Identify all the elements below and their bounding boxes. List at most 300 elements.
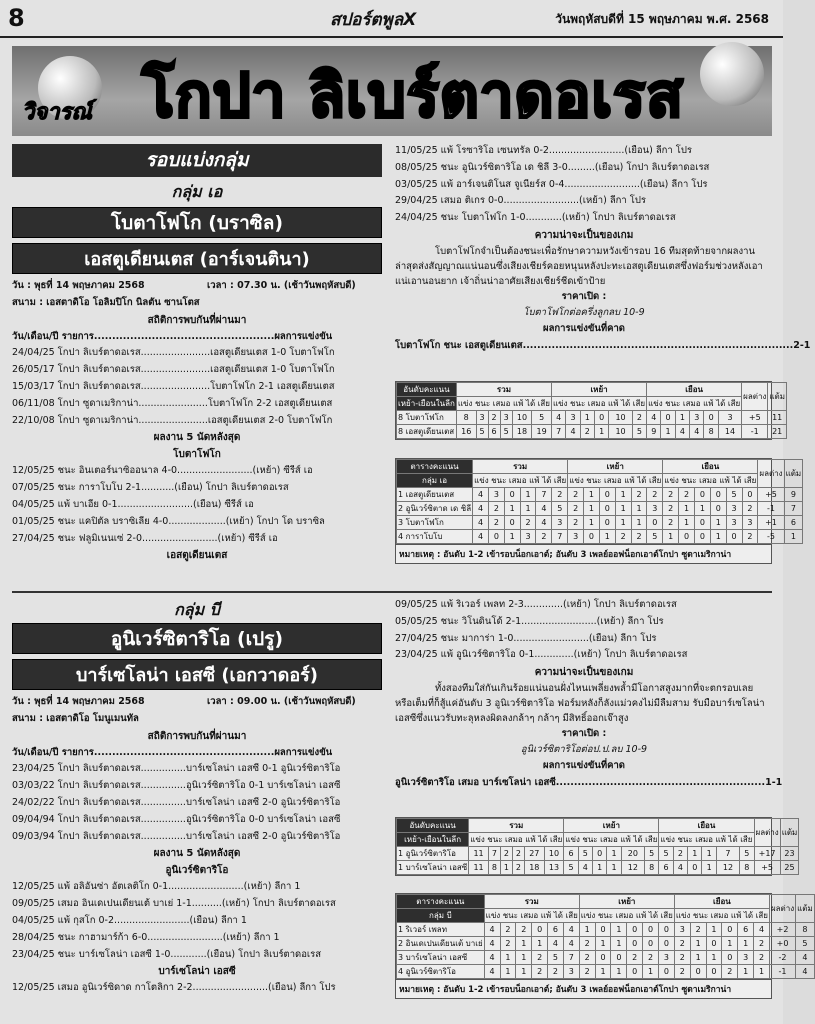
cell: 6: [564, 847, 578, 861]
cell: 0: [584, 530, 600, 544]
cell: 5: [632, 425, 646, 439]
cell: 1: [675, 411, 689, 425]
cell: 20: [621, 847, 644, 861]
cell: 4: [548, 937, 564, 951]
table-row: [397, 425, 787, 439]
cell: 5: [476, 425, 488, 439]
team-cell: 4 อูนิเวร์ซิตาริโอ: [397, 965, 485, 979]
cell: 0: [688, 861, 702, 875]
cell: 0: [599, 502, 615, 516]
table-row: [397, 847, 799, 861]
form-row: 09/05/25 แพ้ ริเวอร์ เพลท 2-3.............(เหย้า) โกปา ลิเบร์ตาดอเรส: [395, 599, 677, 610]
cell: 9: [647, 425, 661, 439]
form-row: 11/05/25 แพ้ โรซาริโอ เซนทรัล 0-2.........................(เยือน) ลีกา โปร: [395, 145, 693, 156]
form-row: 29/04/25 เสมอ ติเกร 0-0.........................(เหย้า) ลีกา โปร: [395, 195, 647, 207]
cell: 3: [726, 516, 742, 530]
team-cell: 2 อินเดเปนเดียนเต้ บาเย่: [397, 937, 485, 951]
stat-columns: แข่ง ชนะ เสมอ แพ้ ได้ เสีย: [663, 474, 758, 488]
stat-columns: แข่ง ชนะ เสมอ แพ้ ได้ เสีย: [551, 397, 646, 411]
cell: 2: [568, 516, 584, 530]
cell: 1: [710, 516, 726, 530]
cell: 2: [615, 530, 631, 544]
cell: 2: [500, 937, 516, 951]
team2-form-title: บาร์เซโลน่า เอสซี: [158, 966, 236, 978]
cell: 7: [488, 847, 500, 861]
h2h-row: 09/03/94 โกปา ลิเบร์ตาดอเรส...............บาร์เซโลน่า เอสซี 2-0 อูนิเวร์ซิตาริโอ: [12, 830, 341, 842]
team-cell: 4 การาโบโบ: [397, 530, 473, 544]
cell: 16: [456, 425, 476, 439]
cell: 2: [674, 937, 690, 951]
cell: 4: [578, 861, 592, 875]
cell: 1: [595, 965, 611, 979]
cell: 7: [551, 425, 565, 439]
table-row: [397, 965, 815, 979]
away-team-title: บาร์เซโลน่า เอสซี (เอกวาดอร์): [12, 659, 382, 690]
cell: +5: [754, 861, 780, 875]
cell: 1: [784, 530, 803, 544]
cell: 3: [488, 488, 504, 502]
cell: 7: [784, 502, 803, 516]
cell: 1: [599, 530, 615, 544]
col-total: รวม: [484, 895, 579, 909]
cell: 11: [469, 861, 489, 875]
prediction-title: ผลการแข่งขันที่คาด: [543, 760, 625, 772]
cell: 2: [742, 530, 758, 544]
table-caption: ตารางคะแนน: [397, 460, 473, 474]
cell: 4: [536, 502, 552, 516]
cell: 0: [611, 951, 627, 965]
match-date-row: [12, 694, 382, 711]
cell: 2: [488, 502, 504, 516]
cell: +5: [758, 488, 784, 502]
group-standings-b: [395, 893, 813, 999]
cell: 1: [500, 951, 516, 965]
cell: 8: [704, 425, 718, 439]
banner-kicker: วิจารณ์: [22, 100, 92, 125]
col-pts: แต้ม: [796, 895, 815, 923]
cell: 1: [504, 502, 520, 516]
cell: 12: [621, 861, 644, 875]
form-row: 04/05/25 แพ้ กุสโก 0-2.........................(เยือน) ลีกา 1: [12, 914, 247, 926]
form-row: 23/04/25 แพ้ อูนิเวร์ซิตาริโอ 0-1.............(เหย้า) โกปา ลิเบร์ตาดอเรส: [395, 649, 688, 661]
cell: 1: [532, 937, 548, 951]
team-cell: 1 เอสตูเดียนเตส: [397, 488, 473, 502]
table-caption: อันดับคะแนน: [397, 383, 457, 397]
cell: 1: [593, 861, 607, 875]
col-gd: ผลต่าง: [742, 383, 768, 411]
group-b-left-column: [12, 597, 382, 997]
cell: 6: [738, 923, 754, 937]
col-home: เหย้า: [579, 895, 674, 909]
h2h-header: วัน/เดือน/ปี รายการ..................................................ผลการแข่งขัน: [12, 330, 333, 342]
cell: 13: [544, 861, 564, 875]
h2h-header: วัน/เดือน/ปี รายการ..................................................ผลการแข่งขัน: [12, 746, 333, 758]
col-total: รวม: [469, 819, 564, 833]
cell: 0: [742, 488, 758, 502]
cell: 1: [631, 516, 647, 530]
cell: 2: [754, 937, 770, 951]
form-row: 23/04/25 ชนะ บาร์เซโลน่า เอสซี 1-0............(เยือน) โกปา ลิเบร์ตาดอเรส: [12, 948, 322, 960]
cell: +0: [769, 937, 795, 951]
form-row: 05/05/25 ชนะ วิโนดินโด้ 2-1.........................(เหย้า) ลีกา โปร: [395, 615, 664, 627]
team1-form-title: โบตาโฟโก: [173, 449, 221, 461]
table-row: [397, 411, 787, 425]
stat-columns: แข่ง ชนะ เสมอ แพ้ ได้ เสีย: [564, 833, 659, 847]
cell: 3: [566, 411, 580, 425]
cell: 0: [627, 923, 643, 937]
cell: 2: [754, 951, 770, 965]
cell: 12: [716, 861, 739, 875]
form-row: 12/05/25 เสมอ อูนิเวร์ซิดาด กาโตลิกา 2-2.........................(เยือน) ลีกา โปร: [12, 982, 336, 994]
h2h-row: 15/03/17 โกปา ลิเบร์ตาดอเรส.......................โบตาโฟโก 2-1 เอสตูเดียนเตส: [12, 380, 335, 392]
standings-table: [396, 818, 799, 875]
col-away: เยือน: [659, 819, 754, 833]
cell: 1: [702, 847, 716, 861]
table-subcaption: กลุ่ม บี: [397, 909, 485, 923]
table-row: [397, 530, 803, 544]
last5-title: ผลงาน 5 นัดหลังสุด: [153, 432, 241, 444]
predicted-result: อูนิเวร์ซิตาริโอ เสมอ บาร์เซโลน่า เอสซี..........................................................1-1: [395, 777, 783, 789]
match-date-row: [12, 278, 382, 295]
cell: 21: [768, 425, 787, 439]
cell: 1: [706, 923, 722, 937]
analysis-text: โบตาโฟโกจำเป็นต้องชนะเพื่อรักษาความหวังเข้ารอบ 16 ทีมสุดท้ายจากผลงานล่าสุดส่งสัญญาณแน่นอนซึ่งเสียงเชียร์คอยหนุนหลังปะทะเอสตูเดียนเตสซึ่งฟอร์มช่วงหลังเอาแน่เอานอนยาก เจ้าถิ่นน่าอาศัยเสียงเชียร์ชีดเข้าป้าย: [395, 245, 763, 287]
stat-columns: แข่ง ชนะ เสมอ แพ้ ได้ เสีย: [456, 397, 551, 411]
cell: 1: [661, 425, 675, 439]
form-row: 27/04/25 ชนะ มาการ่า 1-0.........................(เยือน) ลีกา โปร: [395, 632, 657, 644]
section-divider: [12, 591, 772, 593]
team-cell: 1 ริเวอร์ เพลท: [397, 923, 485, 937]
cell: 3: [738, 951, 754, 965]
cell: 1: [663, 530, 679, 544]
cell: 1: [516, 937, 532, 951]
venue: สนาม : เอสตาดิโอ โอลิมปิโก นิลตัน ซานโตส: [12, 296, 200, 308]
cell: 1: [607, 861, 621, 875]
standings-table: [396, 894, 815, 979]
cell: 1: [611, 937, 627, 951]
cell: 2: [632, 411, 646, 425]
cell: 5: [548, 951, 564, 965]
cell: 3: [568, 530, 584, 544]
cell: 2: [512, 861, 524, 875]
cell: 7: [563, 951, 579, 965]
cell: 4: [473, 530, 489, 544]
match-time: เวลา : 07.30 น. (เช้าวันพฤหัสบดี): [207, 280, 356, 291]
h2h-row: 06/11/08 โกปา ซูดาเมริกาน่า.......................โบตาโฟโก 2-2 เอสตูเดียนเตส: [12, 397, 333, 409]
cell: 3: [552, 516, 568, 530]
h2h-row: 23/04/25 โกปา ลิเบร์ตาดอเรส...............บาร์เซโลน่า เอสซี 0-1 อูนิเวร์ซิตาริโอ: [12, 763, 341, 775]
table-row: [397, 861, 799, 875]
cell: 1: [500, 861, 512, 875]
form-row: 28/04/25 ชนะ กาฮามาร์ก้า 6-0.........................(เหย้า) ลีกา 1: [12, 931, 280, 943]
cell: 4: [563, 923, 579, 937]
cell: +17: [754, 847, 780, 861]
cell: 7: [552, 530, 568, 544]
h2h-row: 24/02/22 โกปา ลิเบร์ตาดอเรส...............บาร์เซโลน่า เอสซี 2-0 อูนิเวร์ซิตาริโอ: [12, 796, 341, 808]
cell: 0: [722, 951, 738, 965]
predicted-result: โบตาโฟโก ชนะ เอสตูเดียนเตส...........................................................................2-1: [395, 339, 811, 351]
cell: 6: [784, 516, 803, 530]
cell: 1: [710, 530, 726, 544]
cell: 0: [694, 516, 710, 530]
cell: 0: [643, 937, 659, 951]
stat-columns: แข่ง ชนะ เสมอ แพ้ ได้ เสีย: [473, 474, 568, 488]
cell: +2: [769, 923, 795, 937]
form-row: 09/05/25 เสมอ อินเดเปนเดียนเต้ บาเย่ 1-1..........(เหย้า) โกปา ลิเบร์ตาดอเรส: [12, 898, 336, 910]
cell: 2: [536, 530, 552, 544]
cell: 4: [484, 937, 500, 951]
form-row: 04/05/25 แพ้ บาเอีย 0-1.........................(เยือน) ซีรีส์ เอ: [12, 498, 254, 510]
cell: 4: [690, 425, 704, 439]
cell: 0: [658, 923, 674, 937]
match-date: วัน : พุธที่ 14 พฤษภาคม 2568: [12, 280, 145, 291]
cell: 10: [609, 411, 632, 425]
cell: 10: [609, 425, 632, 439]
cell: 0: [694, 488, 710, 502]
form-row: 01/05/25 ชนะ แคปิตัล บราซิเลีย 4-0...................(เหย้า) โกปา โด บราซิล: [12, 515, 325, 527]
col-home: เหย้า: [551, 383, 646, 397]
cell: 1: [615, 516, 631, 530]
cell: 0: [488, 530, 504, 544]
stat-columns: แข่ง ชนะ เสมอ แพ้ ได้ เสีย: [674, 909, 769, 923]
cell: 5: [552, 502, 568, 516]
cell: 1: [611, 965, 627, 979]
home-team-title: อูนิเวร์ซิตาริโอ (เปรู): [12, 623, 382, 654]
analysis-title: ความน่าจะเป็นของเกม: [534, 229, 634, 241]
cell: 7: [536, 488, 552, 502]
cell: 6: [659, 861, 673, 875]
cell: 2: [627, 951, 643, 965]
cell: 3: [563, 965, 579, 979]
team1-form-title: อูนิเวร์ซิตาริโอ: [165, 865, 229, 877]
form-row: 12/05/25 แพ้ อลิอันซ่า อัตเลติโก 0-1.........................(เหย้า) ลีกา 1: [12, 881, 301, 893]
cell: 4: [563, 937, 579, 951]
team-cell: 3 โบตาโฟโก: [397, 516, 473, 530]
cell: 2: [580, 425, 594, 439]
cell: 1: [516, 951, 532, 965]
league-standings-b: [395, 817, 798, 876]
cell: 6: [548, 923, 564, 937]
cell: 2: [579, 937, 595, 951]
cell: 2: [552, 488, 568, 502]
cell: 3: [647, 502, 663, 516]
cell: 2: [488, 411, 500, 425]
cell: 0: [599, 488, 615, 502]
banner-title: โกปา ลิเบร์ตาดอเรส: [142, 61, 684, 131]
cell: 1: [615, 488, 631, 502]
cell: 8: [488, 861, 500, 875]
cell: 1: [584, 502, 600, 516]
prediction-title: ผลการแข่งขันที่คาด: [543, 322, 625, 334]
league-standings-a: [395, 381, 785, 440]
cell: 1: [702, 861, 716, 875]
cell: 3: [726, 502, 742, 516]
cell: 19: [532, 425, 552, 439]
h2h-title: สถิติการพบกันที่ผ่านมา: [147, 314, 247, 326]
cell: 5: [500, 425, 512, 439]
cell: 2: [568, 488, 584, 502]
cell: 2: [663, 516, 679, 530]
cell: 1: [595, 425, 609, 439]
stat-columns: แข่ง ชนะ เสมอ แพ้ ได้ เสีย: [469, 833, 564, 847]
cell: -2: [769, 951, 795, 965]
group-b-title: กลุ่ม บี: [174, 600, 220, 619]
cell: 0: [710, 502, 726, 516]
cell: 4: [647, 411, 661, 425]
cell: 1: [611, 923, 627, 937]
cell: 3: [742, 516, 758, 530]
cell: 18: [512, 425, 532, 439]
cell: 3: [690, 411, 704, 425]
cell: 4: [754, 923, 770, 937]
cell: 2: [674, 965, 690, 979]
cell: 2: [631, 488, 647, 502]
cell: 8: [456, 411, 476, 425]
col-pts: แต้ม: [780, 819, 799, 847]
cell: 10: [544, 847, 564, 861]
home-team-title: โบตาโฟโก (บราซิล): [12, 207, 382, 238]
cell: 1: [738, 965, 754, 979]
cell: 2: [516, 923, 532, 937]
col-pts: แต้ม: [768, 383, 787, 411]
cell: 0: [593, 847, 607, 861]
cell: 4: [484, 923, 500, 937]
team2-form-title: เอสตูเดียนเตส: [166, 550, 228, 562]
team-cell: 8 โบตาโฟโก: [397, 411, 457, 425]
cell: 7: [716, 847, 739, 861]
cell: 4: [484, 965, 500, 979]
cell: 0: [658, 965, 674, 979]
col-gd: ผลต่าง: [758, 460, 784, 488]
cell: 18: [525, 861, 545, 875]
cell: 11: [768, 411, 787, 425]
page-header: [0, 0, 783, 38]
table-subcaption: กลุ่ม เอ: [397, 474, 473, 488]
cell: 0: [595, 951, 611, 965]
cell: 2: [568, 502, 584, 516]
cell: -5: [758, 530, 784, 544]
col-home: เหย้า: [564, 819, 659, 833]
cell: 1: [722, 937, 738, 951]
cell: 1: [694, 502, 710, 516]
cell: 2: [742, 502, 758, 516]
cell: 2: [520, 516, 536, 530]
cell: 0: [726, 530, 742, 544]
cell: 3: [718, 411, 741, 425]
cell: 0: [710, 488, 726, 502]
cell: 0: [627, 965, 643, 979]
cell: 1: [580, 411, 594, 425]
cell: 14: [718, 425, 741, 439]
col-gd: ผลต่าง: [769, 895, 795, 923]
cell: 1: [520, 502, 536, 516]
team-cell: 3 บาร์เซโลน่า เอสซี: [397, 951, 485, 965]
group-b-right-column: [395, 597, 783, 792]
cell: 1: [738, 937, 754, 951]
cell: 2: [679, 488, 695, 502]
cell: 2: [663, 502, 679, 516]
cell: 1: [706, 951, 722, 965]
table-note: หมายเหตุ : อันดับ 1-2 เข้ารอบน็อกเอาต์; อันดับ 3 เพลย์ออฟน็อกเอาต์โกปา ซูดาเมริกาน่า: [396, 979, 771, 998]
cell: 1: [520, 488, 536, 502]
col-total: รวม: [456, 383, 551, 397]
cell: 4: [675, 425, 689, 439]
cell: 1: [679, 516, 695, 530]
cell: 1: [607, 847, 621, 861]
cell: 5: [796, 937, 815, 951]
cell: 1: [584, 516, 600, 530]
opening-price: อูนิเวร์ซิตาริโอต่อป.ป.ลบ 10-9: [520, 744, 648, 756]
team-cell: 2 อูนิเวร์ซิตาด เด ชิลี: [397, 502, 473, 516]
group-standings-a: [395, 458, 802, 564]
form-row: 27/04/25 ชนะ ฟลูมิเนนเซ่ 2-0.........................(เหย้า) ซีรีส์ เอ: [12, 532, 278, 544]
cell: 0: [532, 923, 548, 937]
cell: 5: [647, 530, 663, 544]
cell: 0: [690, 965, 706, 979]
col-away: เยือน: [647, 383, 742, 397]
standings-table: [396, 459, 803, 544]
cell: 2: [690, 923, 706, 937]
cell: 6: [488, 425, 500, 439]
table-row: [397, 488, 803, 502]
last5-title: ผลงาน 5 นัดหลังสุด: [153, 848, 241, 860]
table-caption: อันดับคะแนน: [397, 819, 469, 833]
cell: 1: [690, 951, 706, 965]
form-row: 24/04/25 ชนะ โบตาโฟโก 1-0............(เหย้า) โกปา ลิเบร์ตาดอเรส: [395, 212, 676, 224]
cell: +1: [758, 516, 784, 530]
h2h-row: 03/03/22 โกปา ลิเบร์ตาดอเรส...............อูนิเวร์ซิตาริโอ 0-1 บาร์เซโลน่า เอสซี: [12, 780, 341, 792]
stat-columns: แข่ง ชนะ เสมอ แพ้ ได้ เสีย: [647, 397, 742, 411]
issue-date: วันพฤหัสบดีที่ 15 พฤษภาคม พ.ศ. 2568: [555, 12, 769, 26]
venue: สนาม : เอสตาดิโอ โมนูเมนทัล: [12, 712, 139, 724]
form-row: 03/05/25 แพ้ อาร์เจนติโนส จูเนียร์ส 0-4.........................(เยือน) ลีกา โปร: [395, 178, 708, 190]
cell: 0: [706, 937, 722, 951]
cell: 2: [631, 530, 647, 544]
cell: 5: [740, 847, 754, 861]
cell: 4: [473, 488, 489, 502]
title-banner: [12, 46, 772, 136]
cell: 8: [645, 861, 659, 875]
cell: 5: [578, 847, 592, 861]
form-row: 12/05/25 ชนะ อินเตอร์นาซิออนาล 4-0.........................(เหย้า) ซีรีส์ เอ: [12, 465, 313, 477]
cell: 3: [520, 530, 536, 544]
match-time: เวลา : 09.00 น. (เช้าวันพฤหัสบดี): [207, 696, 356, 707]
cell: 1: [688, 847, 702, 861]
cell: 1: [500, 965, 516, 979]
cell: 9: [784, 488, 803, 502]
cell: 2: [500, 923, 516, 937]
cell: -1: [758, 502, 784, 516]
cell: 2: [674, 951, 690, 965]
cell: 1: [690, 937, 706, 951]
h2h-row: 22/10/08 โกปา ซูดาเมริกาน่า.......................เอสตูเดียนเตส 2-0 โบตาโฟโก: [12, 414, 333, 426]
cell: 4: [796, 965, 815, 979]
standings-table: [396, 382, 787, 439]
cell: 1: [679, 502, 695, 516]
cell: -1: [742, 425, 768, 439]
cell: 1: [595, 937, 611, 951]
away-team-title: เอสตูเดียนเตส (อาร์เจนตินา): [12, 243, 382, 274]
stat-columns: แข่ง ชนะ เสมอ แพ้ ได้ เสีย: [659, 833, 754, 847]
cell: 1: [754, 965, 770, 979]
cell: -1: [769, 965, 795, 979]
cell: 25: [780, 861, 799, 875]
cell: 4: [536, 516, 552, 530]
analysis-title: ความน่าจะเป็นของเกม: [534, 667, 634, 679]
cell: 1: [516, 965, 532, 979]
cell: 2: [722, 965, 738, 979]
form-row: 07/05/25 ชนะ การาโบโบ 2-1...........(เยือน) โกปา ลิเบร์ตาดอเรส: [12, 482, 289, 494]
